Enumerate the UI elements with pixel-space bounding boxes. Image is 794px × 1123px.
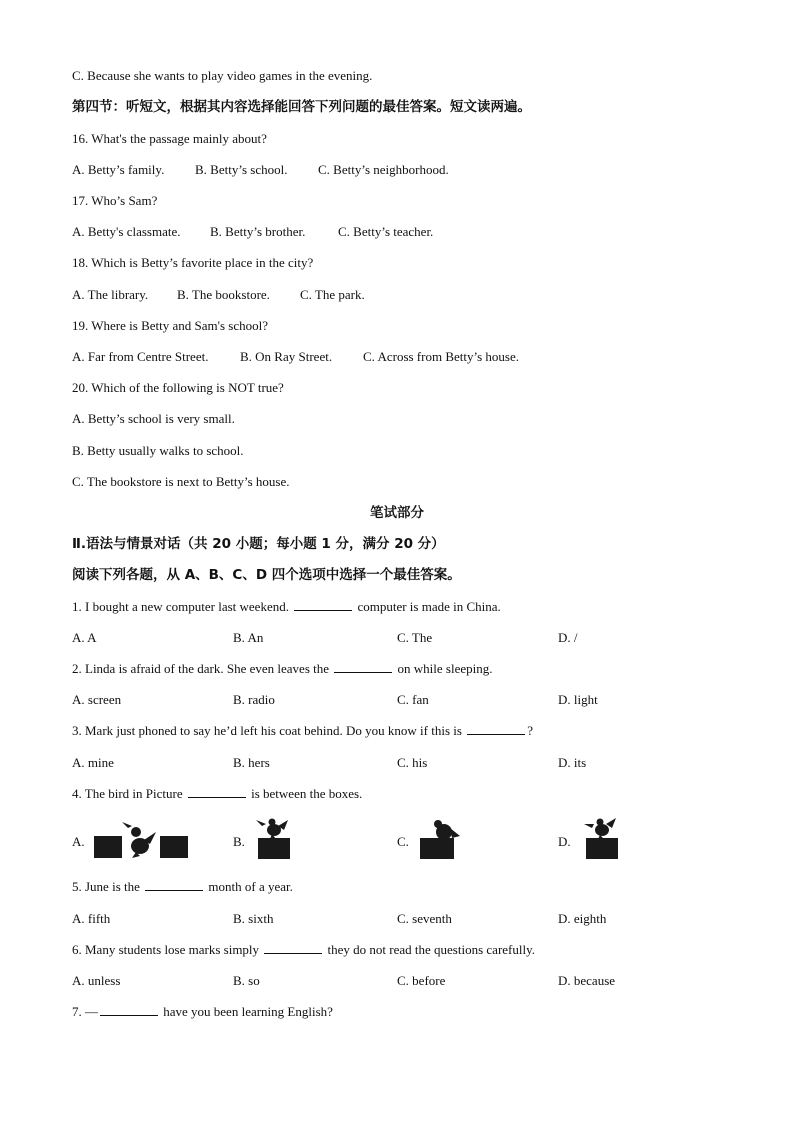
q20-option-a: A. Betty’s school is very small. — [72, 411, 235, 426]
bird-icon — [584, 818, 616, 839]
bird-icon — [122, 822, 156, 858]
question-2 — [72, 661, 493, 677]
q18-option-a: A. The library. — [72, 287, 149, 302]
q16-option-b: B. Betty’s school. — [195, 162, 288, 177]
question-1 — [72, 599, 501, 615]
instruction-text: 阅读下列各题，从 A、B、C、D 四个选项中选择一个最佳答案。 — [72, 567, 461, 583]
q17-option-b: B. Betty’s brother. — [210, 224, 306, 239]
q16-option-a: A. Betty’s family. — [72, 162, 165, 177]
box-icon — [420, 838, 454, 859]
q4-option-b: B. — [233, 834, 245, 849]
q17-option-a: A. Betty's classmate. — [72, 224, 181, 239]
question-7-stem: 7. — — [72, 1004, 98, 1019]
q6-option-d: D. because — [558, 973, 616, 988]
question-7-stem-end: have you been learning English? — [163, 1004, 333, 1019]
bird-icon — [256, 819, 288, 840]
picture-b-bird-on-box — [252, 818, 296, 860]
question-19: 19. Where is Betty and Sam's school? — [72, 318, 268, 333]
written-part-title: 笔试部分 — [370, 505, 424, 521]
question-3-stem-end: ? — [527, 723, 533, 738]
question-4 — [72, 786, 362, 802]
q4-option-d: D. — [558, 834, 571, 849]
question-18: 18. Which is Betty’s favorite place in the city? — [72, 255, 314, 270]
question-4-stem: 4. The bird in Picture — [72, 786, 183, 801]
box-icon — [586, 838, 618, 859]
q6-option-a: A. unless — [72, 973, 121, 988]
question-2-stem-end: on while sleeping. — [397, 661, 493, 676]
box-icon — [160, 836, 188, 858]
question-3-stem: 3. Mark just phoned to say he’d left his coat behind. Do you know if this is — [72, 723, 462, 738]
question-1-stem-end: computer is made in China. — [357, 599, 501, 614]
q6-option-b: B. so — [233, 973, 260, 988]
q3-option-a: A. mine — [72, 755, 114, 770]
q20-option-c: C. The bookstore is next to Betty’s house. — [72, 474, 290, 489]
answer-blank — [467, 723, 525, 735]
question-15-option-c: C. Because she wants to play video games in the evening. — [72, 68, 373, 83]
question-7 — [72, 1004, 333, 1020]
question-5-stem-end: month of a year. — [208, 879, 293, 894]
question-17: 17. Who’s Sam? — [72, 193, 158, 208]
q3-option-b: B. hers — [233, 755, 270, 770]
q17-option-c: C. Betty’s teacher. — [338, 224, 434, 239]
answer-blank — [294, 599, 352, 611]
box-icon — [258, 838, 290, 859]
answer-blank — [334, 661, 392, 673]
q5-option-b: B. sixth — [233, 911, 274, 926]
question-6 — [72, 942, 535, 958]
q18-option-c: C. The park. — [300, 287, 365, 302]
q5-option-a: A. fifth — [72, 911, 111, 926]
q2-option-b: B. radio — [233, 692, 275, 707]
question-5 — [72, 879, 293, 895]
q6-option-c: C. before — [397, 973, 446, 988]
q2-option-d: D. light — [558, 692, 598, 707]
q5-option-c: C. seventh — [397, 911, 452, 926]
question-6-stem: 6. Many students lose marks simply — [72, 942, 260, 957]
part-2-heading: Ⅱ.语法与情景对话（共 20 小题；每小题 1 分，满分 20 分） — [72, 536, 445, 552]
q19-option-a: A. Far from Centre Street. — [72, 349, 209, 364]
picture-c-bird-behind-box — [416, 818, 464, 860]
q2-option-c: C. fan — [397, 692, 429, 707]
section-4-heading: 第四节：听短文，根据其内容选择能回答下列问题的最佳答案。短文读两遍。 — [72, 99, 531, 115]
q16-option-c: C. Betty’s neighborhood. — [318, 162, 449, 177]
q19-option-b: B. On Ray Street. — [240, 349, 333, 364]
q4-option-c: C. — [397, 834, 409, 849]
q20-option-b: B. Betty usually walks to school. — [72, 443, 244, 458]
q2-option-a: A. screen — [72, 692, 122, 707]
question-20: 20. Which of the following is NOT true? — [72, 380, 284, 395]
question-16: 16. What's the passage mainly about? — [72, 131, 267, 146]
q3-option-d: D. its — [558, 755, 587, 770]
answer-blank — [188, 786, 246, 798]
question-1-stem: 1. I bought a new computer last weekend. — [72, 599, 289, 614]
picture-a-bird-between-boxes — [92, 818, 192, 860]
answer-blank — [264, 942, 322, 954]
picture-d-bird-on-box — [582, 818, 622, 860]
question-2-stem: 2. Linda is afraid of the dark. She even leaves the — [72, 661, 330, 676]
q19-option-c: C. Across from Betty’s house. — [363, 349, 519, 364]
q1-option-d: D. / — [558, 630, 578, 645]
answer-blank — [100, 1004, 158, 1016]
answer-blank — [145, 879, 203, 891]
q1-option-b: B. An — [233, 630, 264, 645]
question-3 — [72, 723, 533, 739]
q18-option-b: B. The bookstore. — [177, 287, 270, 302]
question-5-stem: 5. June is the — [72, 879, 140, 894]
q1-option-c: C. The — [397, 630, 433, 645]
bird-icon — [434, 820, 460, 840]
question-4-stem-end: is between the boxes. — [251, 786, 363, 801]
q4-option-a: A. — [72, 834, 85, 849]
question-6-stem-end: they do not read the questions carefully. — [327, 942, 536, 957]
q3-option-c: C. his — [397, 755, 428, 770]
q5-option-d: D. eighth — [558, 911, 607, 926]
q1-option-a: A. A — [72, 630, 97, 645]
box-icon — [94, 836, 122, 858]
